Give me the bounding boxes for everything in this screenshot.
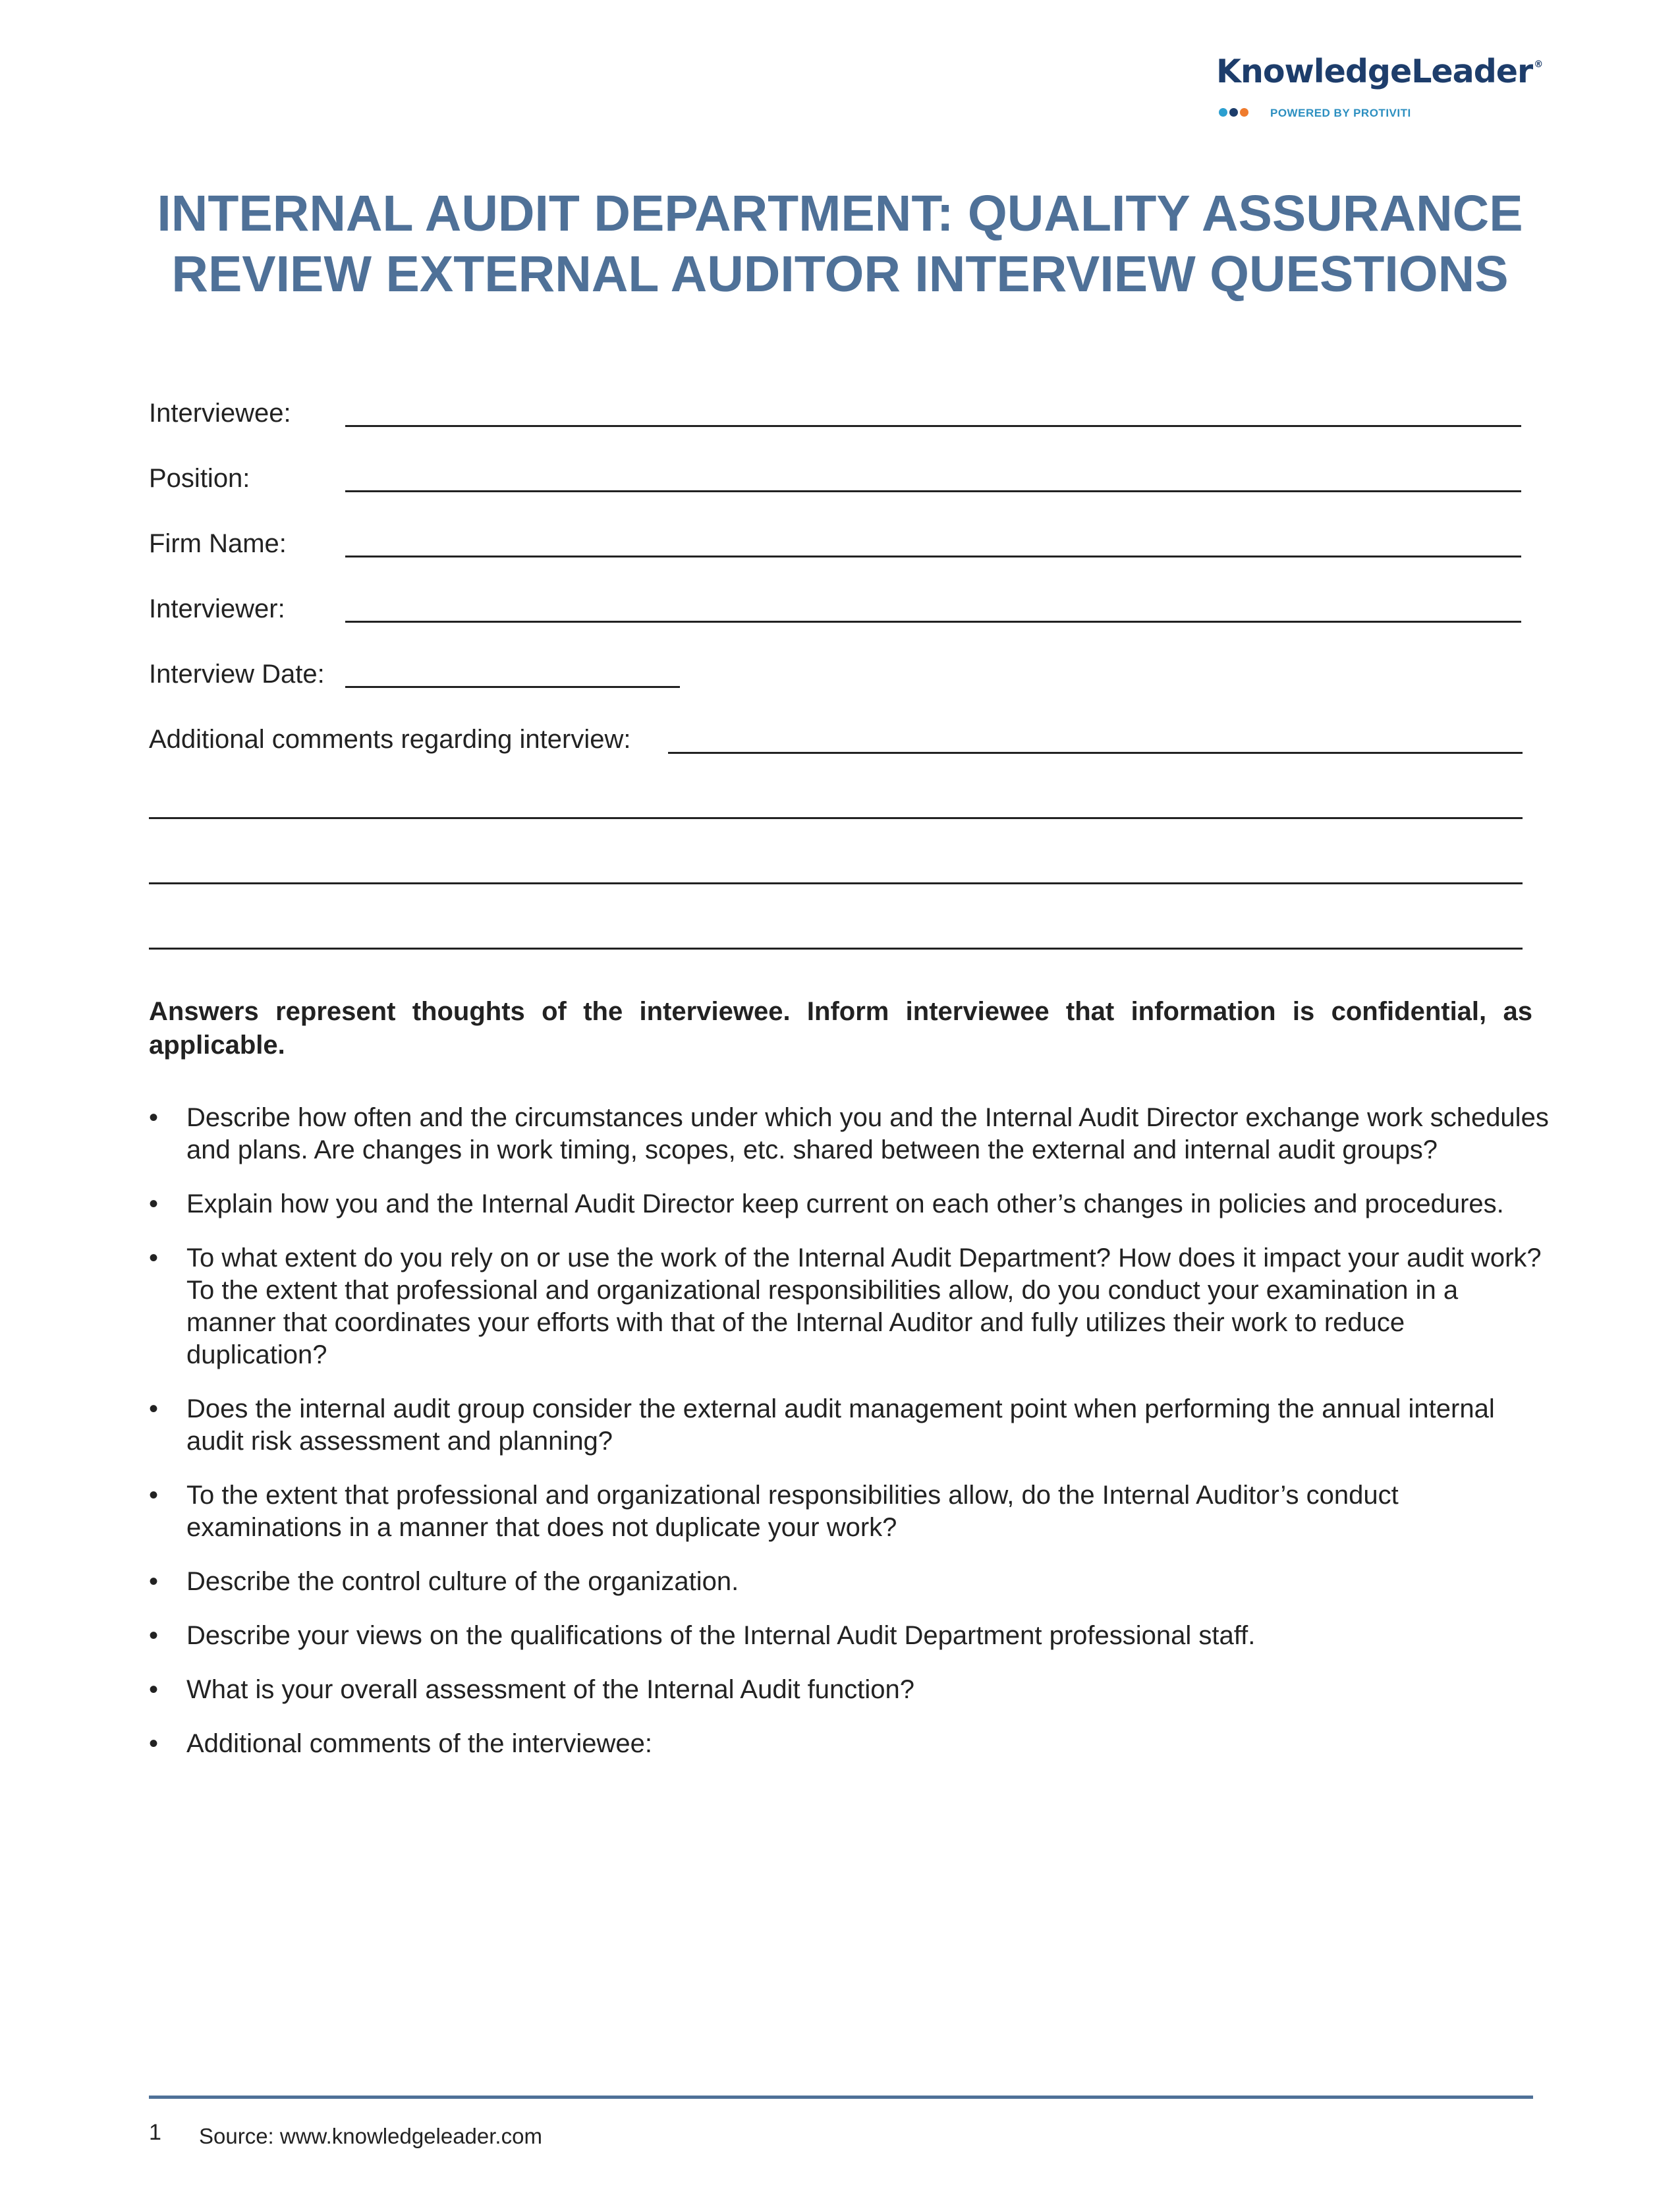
bullet-icon: • — [149, 1621, 159, 1650]
registered-mark: ® — [1534, 59, 1543, 70]
firm-name-label: Firm Name: — [149, 529, 287, 558]
question-item — [149, 1674, 1552, 1706]
interviewer-label: Interviewer: — [149, 594, 285, 623]
question-item — [149, 1393, 1552, 1458]
question-text: Explain how you and the Internal Audit Director keep current on each other’s changes in policies and procedures. — [186, 1189, 1504, 1218]
logo-dots-icon — [1219, 108, 1250, 117]
interview-date-label: Interview Date: — [149, 660, 325, 689]
position-line[interactable] — [345, 490, 1521, 492]
additional-comments-line[interactable] — [668, 752, 1523, 754]
question-text: To what extent do you rely on or use the work of the Internal Audit Department? How does it impact your audit work? To the extent that professional and organizational responsibilities allow, do you conduct your examination in a manner that coordinates your efforts with that of the Internal Auditor and fully utilizes their work to reduce duplication? — [186, 1243, 1542, 1369]
question-text: Describe the control culture of the organization. — [186, 1567, 739, 1596]
logo-dot-navy — [1229, 108, 1238, 117]
bullet-icon: • — [149, 1189, 159, 1218]
bullet-icon: • — [149, 1481, 159, 1510]
bullet-icon: • — [149, 1567, 159, 1596]
question-text: To the extent that professional and organizational responsibilities allow, do the Internal Auditor’s conduct examinations in a manner that does not duplicate your work? — [186, 1481, 1399, 1542]
question-item — [149, 1566, 1552, 1598]
bullet-icon: • — [149, 1394, 159, 1423]
logo-wordmark — [1216, 53, 1542, 90]
logo-name: KnowledgeLeader — [1216, 53, 1533, 90]
title-line-2: REVIEW EXTERNAL AUDITOR INTERVIEW QUESTIONS — [171, 246, 1509, 302]
interview-date-line[interactable] — [345, 686, 680, 688]
confidentiality-note: Answers represent thoughts of the interviewee. Inform interviewee that information is confidential, as applicable. — [149, 997, 1532, 1060]
logo-tagline: POWERED BY PROTIVITI — [1270, 107, 1411, 119]
question-text: Does the internal audit group consider the external audit management point when performing the annual internal audit risk assessment and planning? — [186, 1394, 1495, 1456]
question-list — [149, 1102, 1552, 1782]
page-number: 1 — [149, 2120, 161, 2145]
comment-line-1[interactable] — [149, 817, 1523, 819]
logo-dot-blue — [1219, 108, 1227, 117]
question-item — [149, 1728, 1552, 1760]
question-item — [149, 1479, 1552, 1544]
question-text: What is your overall assessment of the Internal Audit function? — [186, 1675, 915, 1704]
interviewee-line[interactable] — [345, 425, 1521, 427]
question-item — [149, 1242, 1552, 1371]
additional-comments-label: Additional comments regarding interview: — [149, 725, 631, 754]
question-item — [149, 1188, 1552, 1220]
logo-dot-orange — [1240, 108, 1248, 117]
question-text: Additional comments of the interviewee: — [186, 1729, 653, 1758]
interviewee-label: Interviewee: — [149, 399, 291, 428]
page-title — [99, 183, 1581, 304]
comment-line-3[interactable] — [149, 948, 1523, 950]
position-label: Position: — [149, 464, 250, 493]
interviewer-line[interactable] — [345, 621, 1521, 623]
source-text: Source: www.knowledgeleader.com — [199, 2124, 542, 2148]
question-text: Describe your views on the qualifications of the Internal Audit Department professional staff. — [186, 1621, 1256, 1650]
question-item — [149, 1620, 1552, 1652]
bullet-icon: • — [149, 1729, 159, 1758]
question-text: Describe how often and the circumstances under which you and the Internal Audit Director exchange work schedules and plans. Are changes in work timing, scopes, etc. shared between the external and internal audit groups? — [186, 1103, 1549, 1164]
footer-divider — [149, 2096, 1533, 2099]
question-item — [149, 1102, 1552, 1166]
bullet-icon: • — [149, 1103, 159, 1132]
bullet-icon: • — [149, 1675, 159, 1704]
bullet-icon: • — [149, 1243, 159, 1272]
comment-line-2[interactable] — [149, 882, 1523, 884]
firm-name-line[interactable] — [345, 556, 1521, 557]
knowledgeleader-logo — [1216, 53, 1543, 125]
title-line-1: INTERNAL AUDIT DEPARTMENT: QUALITY ASSURANCE — [157, 185, 1523, 242]
